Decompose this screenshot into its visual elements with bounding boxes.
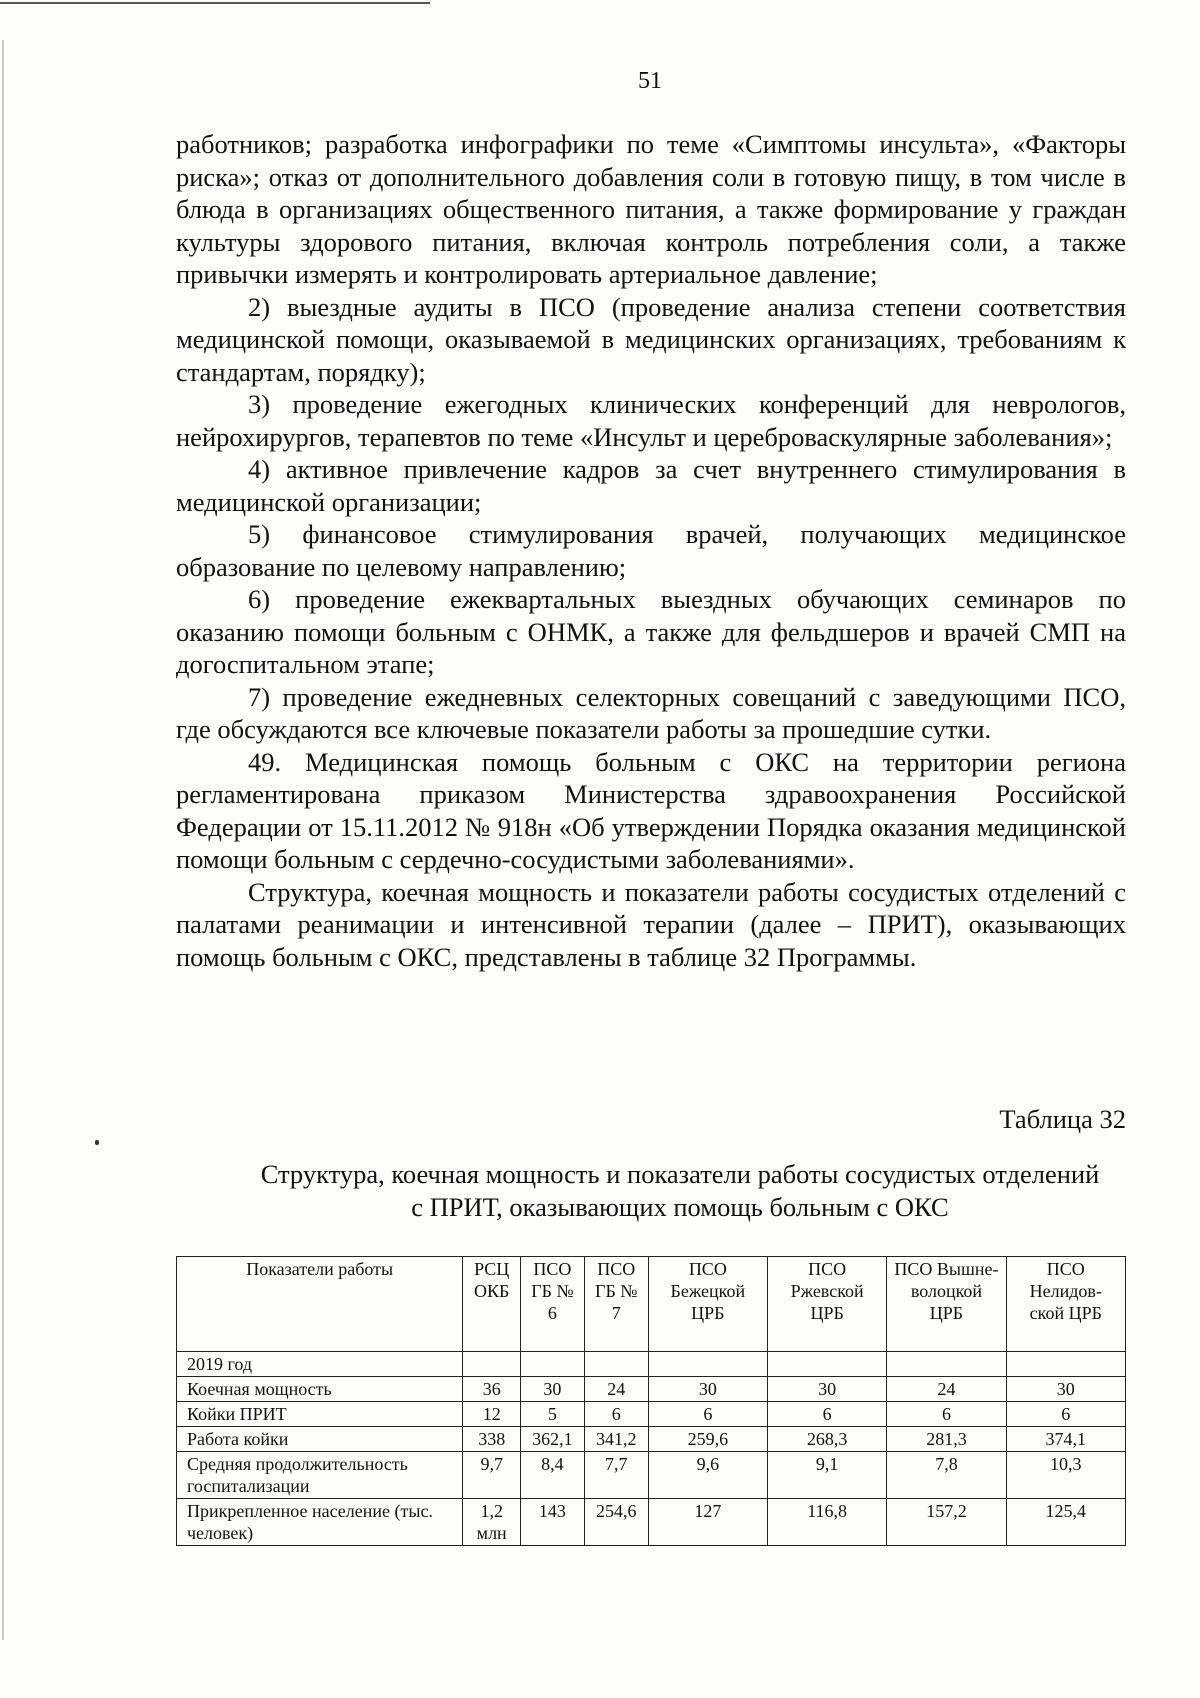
value-cell: 24	[584, 1377, 648, 1402]
value-cell: 6	[584, 1402, 648, 1427]
value-cell: 30	[1006, 1377, 1125, 1402]
value-cell: 268,3	[767, 1427, 886, 1452]
value-cell: 341,2	[584, 1427, 648, 1452]
header-cell: ПСО Ржевской ЦРБ	[767, 1257, 886, 1352]
section-49-paragraph: 49. Медицинская помощь больным с ОКС на территории региона регламентирована приказом Министерства здравоохранения Российской Федерации от 15.11.2012 № 918н «Об утверждении Порядка оказания медицинской помощи больным с сердечно-сосудистыми заболеваниями».	[176, 746, 1126, 874]
table-row	[177, 1452, 1126, 1499]
table-row	[177, 1402, 1126, 1427]
list-item-6: 6) проведение ежеквартальных выездных обучающих семинаров по оказанию помощи больным с ОНМК, а также для фельдшеров и врачей СМП на догоспитальном этапе;	[176, 584, 1126, 679]
value-cell: 259,6	[648, 1427, 767, 1452]
value-cell: 6	[1006, 1402, 1125, 1427]
year-cell: 2019 год	[177, 1352, 463, 1377]
row-label: Работа койки	[177, 1427, 463, 1452]
value-cell: 1,2 млн	[463, 1499, 521, 1546]
body-text	[176, 128, 1126, 973]
header-cell: ПСО Нелидов-ской ЦРБ	[1006, 1257, 1125, 1352]
scan-artifact-left-edge	[2, 40, 4, 1640]
value-cell: 9,7	[463, 1452, 521, 1499]
row-label: Прикрепленное население (тыс. человек)	[177, 1499, 463, 1546]
list-item-5: 5) финансовое стимулирования врачей, получающих медицинское образование по целевому направлению;	[176, 519, 1126, 582]
value-cell: 5	[521, 1402, 585, 1427]
value-cell: 116,8	[767, 1499, 886, 1546]
table-title: Структура, коечная мощность и показатели работы сосудистых отделений с ПРИТ, оказывающих помощь больным с ОКС	[260, 1159, 1100, 1222]
table-header-row	[177, 1257, 1126, 1352]
value-cell: 6	[767, 1402, 886, 1427]
value-cell: 12	[463, 1402, 521, 1427]
value-cell: 30	[767, 1377, 886, 1402]
year-row	[177, 1352, 1126, 1377]
value-cell: 374,1	[1006, 1427, 1125, 1452]
list-item-7: 7) проведение ежедневных селекторных совещаний с заведующими ПСО, где обсуждаются все ключевые показатели работы за прошедшие сутки.	[176, 681, 1126, 744]
value-cell: 254,6	[584, 1499, 648, 1546]
list-item-2: 2) выездные аудиты в ПСО (проведение анализа степени соответствия медицинской помощи, оказываемой в медицинских организациях, требованиям к стандартам, порядку);	[176, 291, 1126, 387]
paragraph-continuation: работников; разработка инфографики по теме «Симптомы инсульта», «Факторы риска»; отказ от дополнительного добавления соли в готовую пищу, в том числе в блюда в организациях общественного питания, а также формирование у граждан культуры здорового питания, включая контроль потребления соли, а также привычки измерять и контролировать артериальное давление;	[176, 129, 1126, 289]
value-cell: 30	[521, 1377, 585, 1402]
list-item-4: 4) активное привлечение кадров за счет внутреннего стимулирования в медицинской организации;	[176, 454, 1126, 517]
scan-artifact-top-line	[0, 2, 430, 4]
page-number: 51	[638, 68, 662, 94]
table-reference-paragraph: Структура, коечная мощность и показатели работы сосудистых отделений с палатами реанимации и интенсивной терапии (далее – ПРИТ), оказывающих помощь больным с ОКС, представлены в таблице 32 Программы.	[176, 876, 1126, 972]
row-label: Койки ПРИТ	[177, 1402, 463, 1427]
value-cell: 157,2	[887, 1499, 1006, 1546]
header-cell: ПСО Бежецкой ЦРБ	[648, 1257, 767, 1352]
header-cell: ПСО ГБ № 6	[521, 1257, 585, 1352]
value-cell: 30	[648, 1377, 767, 1402]
value-cell: 36	[463, 1377, 521, 1402]
scan-speck	[95, 1140, 99, 1145]
value-cell: 8,4	[521, 1452, 585, 1499]
value-cell: 362,1	[521, 1427, 585, 1452]
data-table	[176, 1256, 1126, 1546]
row-label: Средняя продолжительность госпитализации	[177, 1452, 463, 1499]
list-item-3: 3) проведение ежегодных клинических конференций для неврологов, нейрохирургов, терапевтов по теме «Инсульт и цереброваскулярные заболевания»;	[176, 389, 1126, 452]
header-cell: Показатели работы	[177, 1257, 463, 1352]
value-cell: 6	[648, 1402, 767, 1427]
value-cell: 281,3	[887, 1427, 1006, 1452]
value-cell: 7,8	[887, 1452, 1006, 1499]
header-cell: ПСО ГБ № 7	[584, 1257, 648, 1352]
value-cell: 143	[521, 1499, 585, 1546]
table-row	[177, 1377, 1126, 1402]
value-cell: 338	[463, 1427, 521, 1452]
value-cell: 6	[887, 1402, 1006, 1427]
value-cell: 7,7	[584, 1452, 648, 1499]
header-cell: ПСО Вышне-волоцкой ЦРБ	[887, 1257, 1006, 1352]
table-row	[177, 1427, 1126, 1452]
value-cell: 125,4	[1006, 1499, 1125, 1546]
value-cell: 127	[648, 1499, 767, 1546]
value-cell: 10,3	[1006, 1452, 1125, 1499]
table-row	[177, 1499, 1126, 1546]
value-cell: 24	[887, 1377, 1006, 1402]
table-caption: Таблица 32	[999, 1104, 1126, 1134]
value-cell: 9,1	[767, 1452, 886, 1499]
header-cell: РСЦ ОКБ	[463, 1257, 521, 1352]
row-label: Коечная мощность	[177, 1377, 463, 1402]
value-cell: 9,6	[648, 1452, 767, 1499]
